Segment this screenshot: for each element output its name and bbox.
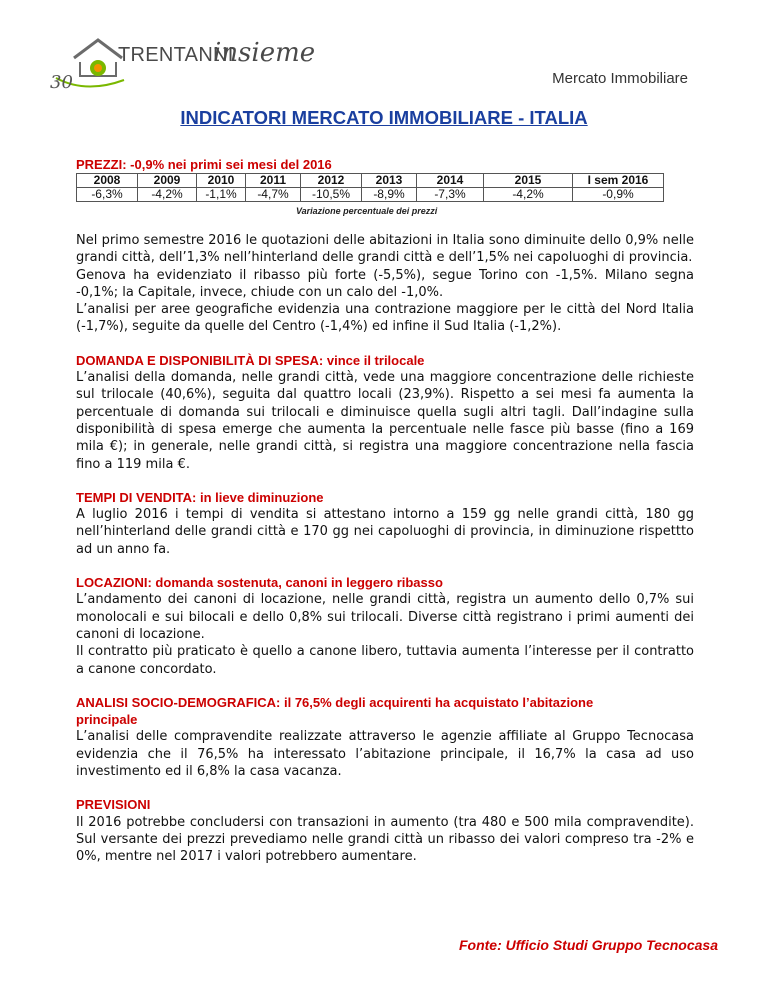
value-cell: -6,3%	[77, 188, 138, 202]
section-heading: TEMPI DI VENDITA: in lieve diminuzione	[76, 489, 324, 505]
paragraph: Nel primo semestre 2016 le quotazioni delle abitazioni in Italia sono diminuite dello 0,9% nelle grandi città, dell’1,3% nell’hinterland delle grandi città e dell’1,5% nei capoluoghi di provincia.	[76, 233, 694, 266]
year-cell: 2013	[362, 174, 417, 188]
prezzi-heading: PREZZI: -0,9% nei primi sei mesi del 2016	[76, 157, 332, 172]
value-cell: -10,5%	[301, 188, 362, 202]
year-cell: 2008	[77, 174, 138, 188]
article-body	[76, 232, 694, 882]
paragraph: L’analisi delle compravendite realizzate attraverso le agenzie affiliate al Gruppo Tecnocasa evidenzia che il 76,5% ha interessato l’abitazione principale, il 16,7% la casa ad uso investimento ed il 6,8% la casa vacanza.	[76, 729, 694, 780]
source-footer: Fonte: Ufficio Studi Gruppo Tecnocasa	[458, 937, 718, 953]
table-row-values	[77, 188, 664, 202]
section-domanda	[76, 352, 694, 473]
table-row-years	[77, 174, 664, 188]
logo-script: insieme	[213, 38, 316, 68]
paragraph: A luglio 2016 i tempi di vendita si attestano intorno a 159 gg nelle grandi città, 180 gg nell’hinterland delle grandi città e 170 gg nei capoluoghi di provincia, in diminuzione rispettto ad un anno fa.	[76, 507, 694, 557]
logo-text: TRENTANNI	[118, 44, 234, 66]
page-title: INDICATORI MERCATO IMMOBILIARE - ITALIA	[180, 107, 588, 128]
year-cell: I sem 2016	[573, 174, 664, 188]
value-cell: -4,2%	[484, 188, 573, 202]
section-heading: DOMANDA E DISPONIBILITÀ DI SPESA: vince il trilocale	[76, 352, 425, 368]
year-cell: 2011	[246, 174, 301, 188]
paragraph: L’analisi della domanda, nelle grandi città, vede una maggiore concentrazione delle richieste sul trilocale (40,6%), seguita dal quattro locali (23,9%). Rispetto a sei mesi fa aumenta la percentuale di domanda sui trilocali e diminuisce quella sugli altri tagli. Dall’indagine sulla disponibilità di spesa emerge che aumenta la percentuale nelle fasce più basse (fino a 169 mila €); in generale, nelle grandi città, si registra una maggiore concentrazione nella fascia fino a 119 mila €.	[76, 370, 694, 472]
year-cell: 2009	[138, 174, 197, 188]
value-cell: -4,2%	[138, 188, 197, 202]
paragraph: Il contratto più praticato è quello a canone libero, tuttavia aumenta l’interesse per il contratto a canone concordato.	[76, 644, 694, 677]
value-cell: -7,3%	[417, 188, 484, 202]
value-cell: -0,9%	[573, 188, 664, 202]
paragraph: Il 2016 potrebbe concludersi con transazioni in aumento (tra 480 e 500 mila compravendite). Sul versante dei prezzi prevediamo nelle grandi città un ribasso dei valori compreso tra -2% e 0%, mentre nel 2017 i valori potrebbero aumentare.	[76, 814, 694, 865]
paragraph: L’analisi per aree geografiche evidenzia una contrazione maggiore per le città del Nord Italia (-1,7%), seguite da quelle del Centro (-1,4%) ed infine il Sud Italia (-1,2%).	[76, 302, 694, 335]
section-heading: LOCAZIONI: domanda sostenuta, canoni in leggero ribasso	[76, 575, 443, 591]
year-cell: 2015	[484, 174, 573, 188]
section-socio-demografica	[76, 694, 694, 780]
value-cell: -8,9%	[362, 188, 417, 202]
price-change-table	[76, 173, 664, 202]
paragraph: Genova ha evidenziato il ribasso più forte (-5,5%), segue Torino con -1,5%. Milano segna -0,1%; la Capitale, invece, chiude con un calo del -1,0%.	[76, 267, 694, 300]
header-section-label: Mercato Immobiliare	[552, 70, 688, 87]
table-caption: Variazione percentuale dei prezzi	[296, 206, 438, 216]
value-cell: -1,1%	[197, 188, 246, 202]
intro-block	[76, 232, 694, 336]
year-cell: 2012	[301, 174, 362, 188]
section-previsioni	[76, 796, 694, 865]
section-locazioni	[76, 574, 694, 678]
paragraph: L’andamento dei canoni di locazione, nelle grandi città, registra un aumento dello 0,7% sui monolocali e sui bilocali e dello 0,8% sui trilocali. Diverse città registrano i primi aumenti dei canoni di locazione.	[76, 592, 694, 642]
year-cell: 2010	[197, 174, 246, 188]
logo-roof-icon	[74, 40, 122, 58]
section-heading: PREVISIONI	[76, 797, 151, 813]
logo-badge: 30	[50, 72, 73, 91]
section-tempi	[76, 489, 694, 558]
value-cell: -4,7%	[246, 188, 301, 202]
year-cell: 2014	[417, 174, 484, 188]
section-heading: ANALISI SOCIO-DEMOGRAFICA: il 76,5% degli acquirenti ha acquistato l’abitazione principale	[76, 694, 594, 728]
